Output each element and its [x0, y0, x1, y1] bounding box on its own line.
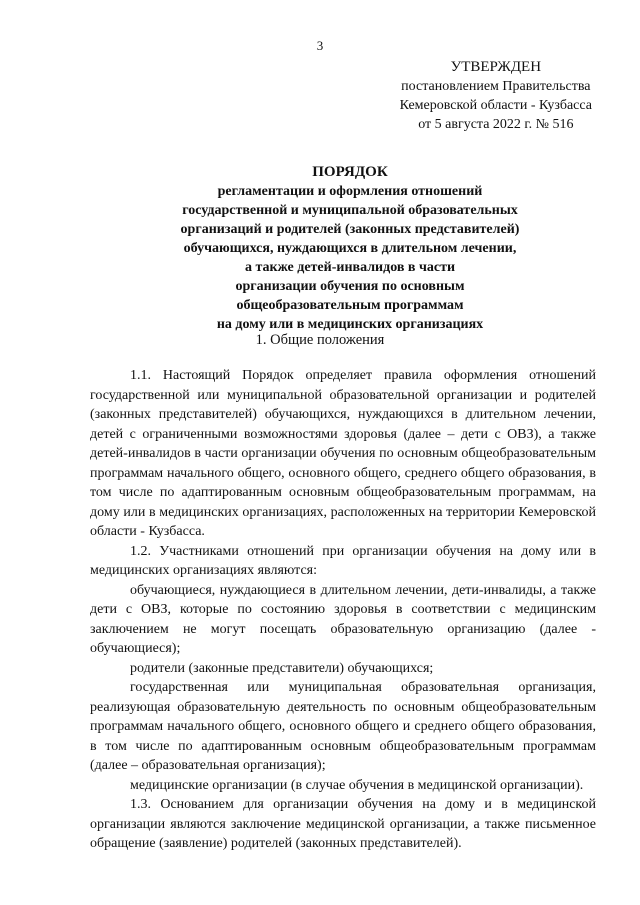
paragraph: 1.3. Основанием для организации обучения на дому и в медицинской организации являются заключение медицинской организации, а также письменное обращение (заявление) родителей (законных представителей).: [90, 797, 596, 851]
paragraph: государственная или муниципальная образовательная организация, реализующая образовательную деятельность по основным общеобразовательным программам начального общего, основного общего и среднего общего образования, в том числе по адаптированным основным общеобразовательным программам (далее – образовательная организация);: [90, 680, 596, 773]
approval-line: от 5 августа 2022 г. № 516: [418, 117, 574, 132]
title-line: а также детей-инвалидов в части: [244, 260, 456, 275]
approval-stamp: [400, 58, 592, 134]
approval-line: Кемеровской области - Кузбасса: [399, 98, 592, 113]
approval-line: постановлением Правительства: [401, 79, 591, 94]
paragraph: 1.2. Участниками отношений при организации обучения на дому или в медицинских организациях являются:: [90, 543, 596, 578]
document-body: [90, 366, 596, 854]
title-main: ПОРЯДОК: [312, 164, 388, 180]
title-line: регламентации и оформления отношений: [217, 184, 483, 199]
paragraph: родители (законные представители) обучающихся;: [130, 660, 434, 676]
section-title: 1. Общие положения: [255, 332, 385, 348]
title-line: организаций и родителей (законных представителей): [180, 222, 520, 237]
title-line: обучающихся, нуждающихся в длительном лечении,: [183, 241, 517, 256]
paragraph: медицинские организации (в случае обучения в медицинской организации).: [130, 777, 584, 793]
title-line: общеобразовательным программам: [236, 298, 464, 313]
page-number: 3: [316, 38, 324, 53]
title-line: организации обучения по основным: [235, 279, 465, 294]
title-line: на дому или в медицинских организациях: [216, 317, 484, 332]
paragraph: 1.1. Настоящий Порядок определяет правила оформления отношений государственной или муниципальной образовательной организации и родителей (законных представителей) обучающихся, нуждающихся в длительном лечении, детей с ограниченными возможностями здоровья (далее – дети с ОВЗ), а также детей-инвалидов в части организации обучения по основным общеобразовательным программам начального общего, основного общего, среднего общего образования, в том числе по адаптированным основным общеобразовательным программам, на дому или в медицинских организациях, расположенных на территории Кемеровской области - Кузбасса.: [90, 368, 596, 539]
approval-heading: УТВЕРЖДЕН: [450, 59, 542, 75]
paragraph: обучающиеся, нуждающиеся в длительном лечении, дети-инвалиды, а также дети с ОВЗ, которые по состоянию здоровья в соответствии с медицинским заключением не могут посещать образовательную организацию (далее - обучающиеся);: [90, 582, 596, 656]
document-title: [60, 163, 640, 334]
title-line: государственной и муниципальной образовательных: [182, 203, 518, 218]
